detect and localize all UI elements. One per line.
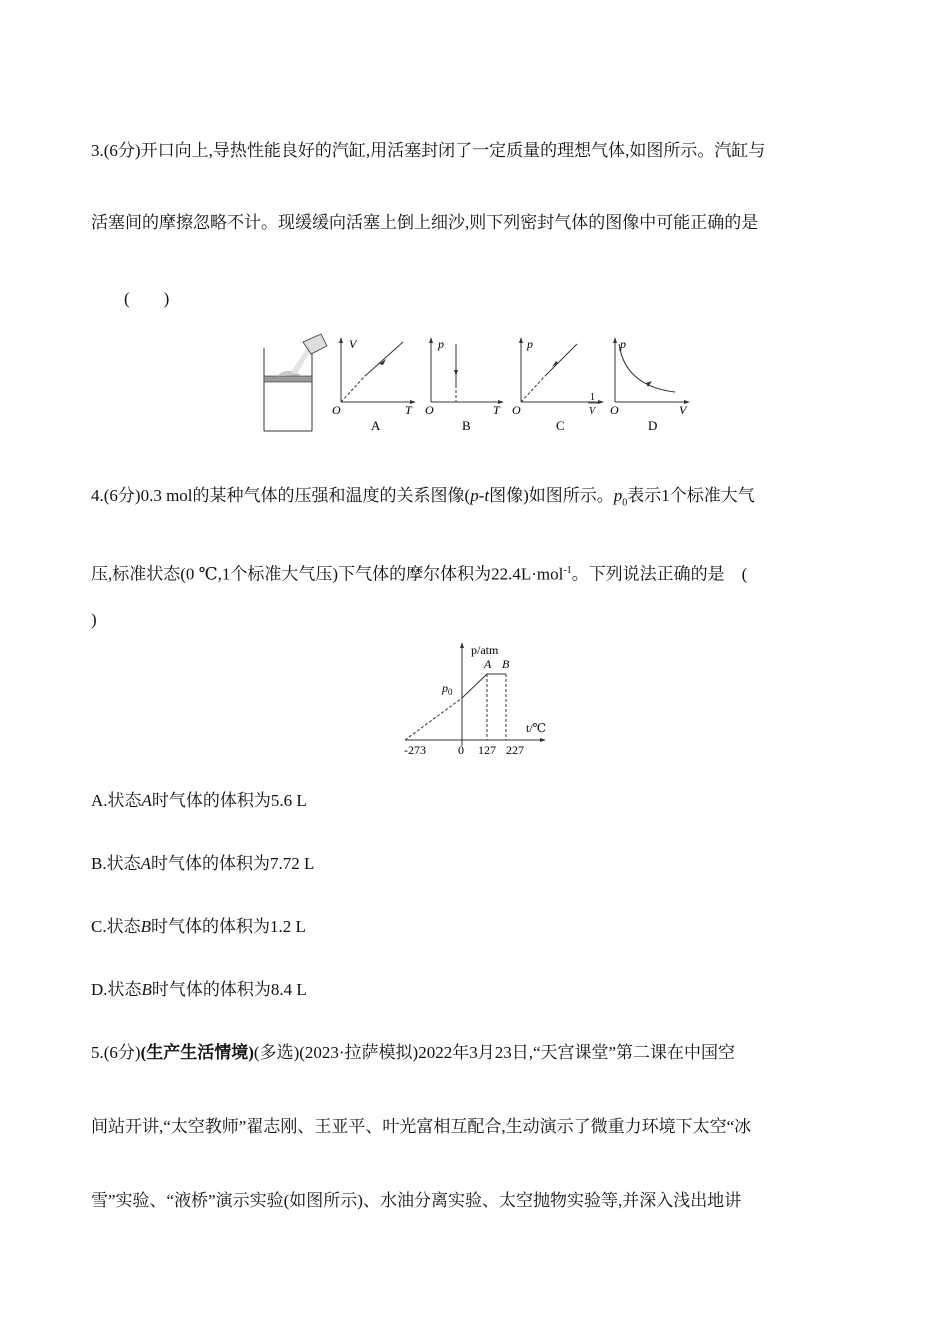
graph-c (512, 337, 604, 433)
tick-label: -273 (404, 743, 426, 757)
svg-text:T: T (493, 403, 500, 417)
graph-a-label: A (371, 418, 381, 433)
svg-text:p: p (620, 337, 626, 351)
q3-line-1: 3.(6分)开口向上,导热性能良好的汽缸,用活塞封闭了一定质量的理想气体,如图所示。汽缸与 (91, 141, 766, 160)
svg-text:O: O (332, 403, 341, 417)
svg-text:V: V (589, 406, 596, 417)
q3-line-2: 活塞间的摩擦忽略不计。现缓缓向活塞上倒上细沙,则下列密封气体的图像中可能正确的是 (91, 213, 759, 232)
y-axis-label: p/atm (471, 643, 499, 657)
q5-line-2: 间站开讲,“太空教师”翟志刚、王亚平、叶光富相互配合,生动演示了微重力环境下太空“冰 (91, 1117, 752, 1136)
graph-c-label: C (556, 418, 565, 433)
graph-b-label: B (462, 418, 471, 433)
q5-line-3: 雪”实验、“液桥”演示实验(如图所示)、水油分离实验、太空抛物实验等,并深入浅出地讲 (91, 1191, 742, 1210)
point-a-label: A (484, 657, 492, 671)
q4-line-3: ) (91, 610, 97, 629)
tick-label: 227 (506, 743, 524, 757)
tick-label: 0 (458, 743, 464, 757)
svg-text:V: V (679, 403, 687, 417)
graph-d (610, 337, 690, 433)
q4-option-d[interactable]: D.状态B时气体的体积为8.4 L (91, 980, 307, 999)
svg-text:T: T (405, 403, 412, 417)
q4-option-b[interactable]: B.状态A时气体的体积为7.72 L (91, 854, 315, 873)
tick-label: 127 (478, 743, 496, 757)
x-axis-label: t/℃ (526, 721, 547, 735)
q4-line-1: 4.(6分)0.3 mol的某种气体的压强和温度的关系图像(p-t图像)如图所示。$p_0$表示1个标准大气 (91, 486, 755, 509)
svg-text:O: O (425, 403, 434, 417)
q4-option-c[interactable]: C.状态B时气体的体积为1.2 L (91, 917, 306, 936)
q4-option-a[interactable]: A.状态A时气体的体积为5.6 L (91, 791, 307, 810)
q4-pt-chart (400, 636, 550, 760)
point-b-label: B (502, 657, 510, 671)
svg-text:V: V (349, 337, 357, 351)
svg-text:O: O (512, 403, 521, 417)
q3-figure (255, 330, 695, 438)
graph-d-label: D (648, 418, 658, 433)
svg-text:p: p (527, 337, 533, 351)
q3-answer-paren: ( ) (124, 289, 170, 308)
p0-label: $p_0$ (442, 681, 453, 697)
graph-a (332, 337, 416, 433)
svg-text:1: 1 (590, 392, 595, 403)
svg-text:p: p (438, 337, 444, 351)
graph-b (425, 337, 504, 433)
q4-line-2: 压,标准状态(0 ℃,1个标准大气压)下气体的摩尔体积为22.4L·mol$^{-1}$。下列说法正确的是 ( (91, 564, 748, 584)
q5-line-1: 5.(6分)(生产生活情境)(多选)(2023·拉萨模拟)2022年3月23日,“天宫课堂”第二课在中国空 (91, 1043, 736, 1062)
cylinder-piston-diagram (264, 334, 327, 431)
svg-text:O: O (610, 403, 619, 417)
